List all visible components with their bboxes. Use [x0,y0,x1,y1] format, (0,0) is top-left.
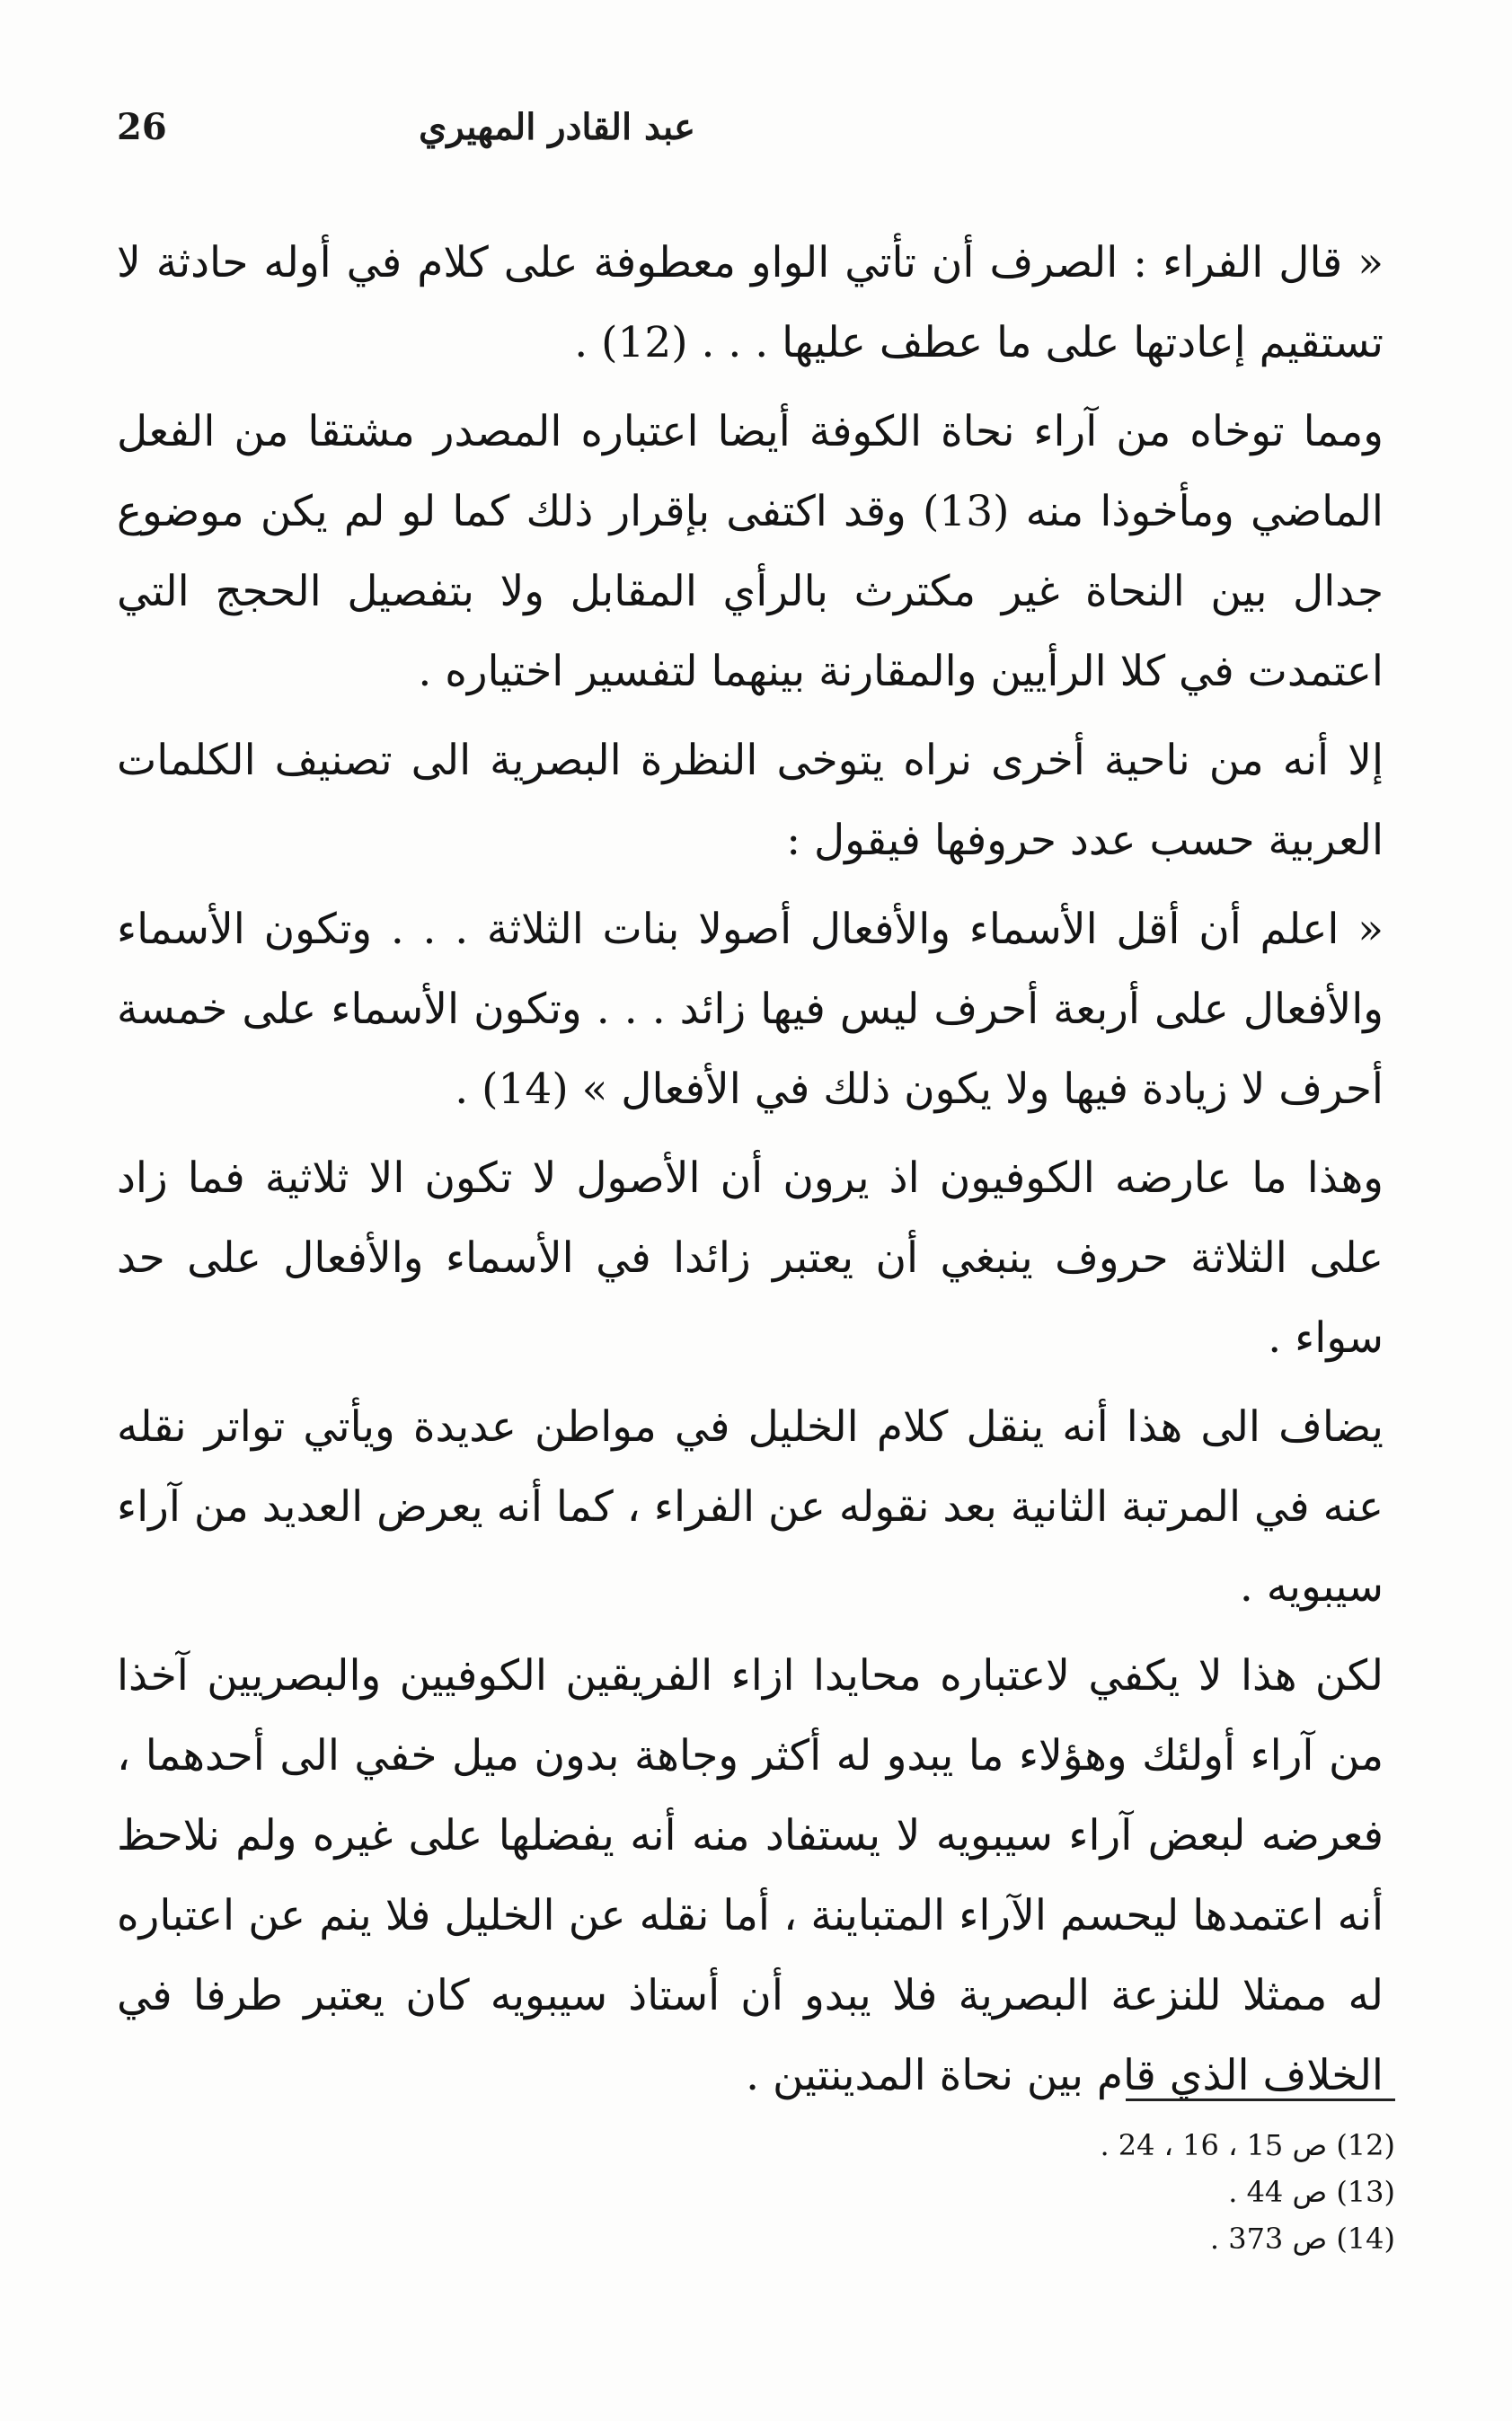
footnote-13: (13) ص 44 . [1228,2175,1395,2209]
paragraph-khalil: يضاف الى هذا أنه ينقل كلام الخليل في مواطن عديدة ويأتي تواتر نقله عنه في المرتبة الثانية بعد نقوله عن الفراء ، كما أنه يعرض العديد من آراء سيبويه . [117,1402,1384,1612]
footnotes [766,2122,1395,2262]
footnote-12: (12) ص 15 ، 16 ، 24 . [1100,2128,1395,2162]
footnote-14: (14) ص 373 . [1209,2222,1395,2256]
paragraph-quote-farra: « قال الفراء : الصرف أن تأتي الواو معطوفة على كلام في أوله حادثة لا تستقيم إعادتها على ما عطف عليها . . . (12) . [117,238,1384,367]
page-number: 26 [117,106,167,148]
body-text [117,223,1384,2116]
running-header-author: عبد القادر المهيري [419,106,695,148]
paragraph-quote-letters: « اعلم أن أقل الأسماء والأفعال أصولا بنات الثلاثة . . . وتكون الأسماء والأفعال على أربعة أحرف ليس فيها زائد . . . وتكون الأسماء على خمسة أحرف لا زيادة فيها ولا يكون ذلك في الأفعال » (14) . [117,905,1384,1114]
paragraph-neutrality: لكن هذا لا يكفي لاعتباره محايدا ازاء الفريقين الكوفيين والبصريين آخذا من آراء أولئك وهؤلاء ما يبدو له أكثر وجاهة بدون ميل خفي الى أحدهما ، فعرضه لبعض آراء سيبويه لا يستفاد منه أنه يفضلها على غيره ولم نلاحظ أنه اعتمدها ليحسم الآراء المتباينة ، أما نقله عن الخليل فلا ينم عن اعتباره له ممثلا للنزعة البصرية فلا يبدو أن أستاذ سيبويه كان يعتبر طرفا في الخلاف الذي قام بين نحاة المدينتين . [117,1651,1384,2100]
paragraph-kufa-opposition: وهذا ما عارضه الكوفيون اذ يرون أن الأصول لا تكون الا ثلاثية فما زاد على الثلاثة حروف ينبغي أن يعتبر زائدا في الأسماء والأفعال على حد سواء . [117,1153,1384,1363]
paragraph-basra-view: إلا أنه من ناحية أخرى نراه يتوخى النظرة البصرية الى تصنيف الكلمات العربية حسب عدد حروفها فيقول : [117,736,1384,865]
footnote-divider [1126,2098,1395,2101]
paragraph-kufa-views: ومما توخاه من آراء نحاة الكوفة أيضا اعتباره المصدر مشتقا من الفعل الماضي ومأخوذا منه (13) وقد اكتفى بإقرار ذلك كما لو لم يكن موضوع جدال بين النحاة غير مكترث بالرأي المقابل ولا بتفصيل الحجج التي اعتمدت في كلا الرأيين والمقارنة بينهما لتفسير اختياره . [117,407,1384,696]
running-header [117,106,1384,169]
